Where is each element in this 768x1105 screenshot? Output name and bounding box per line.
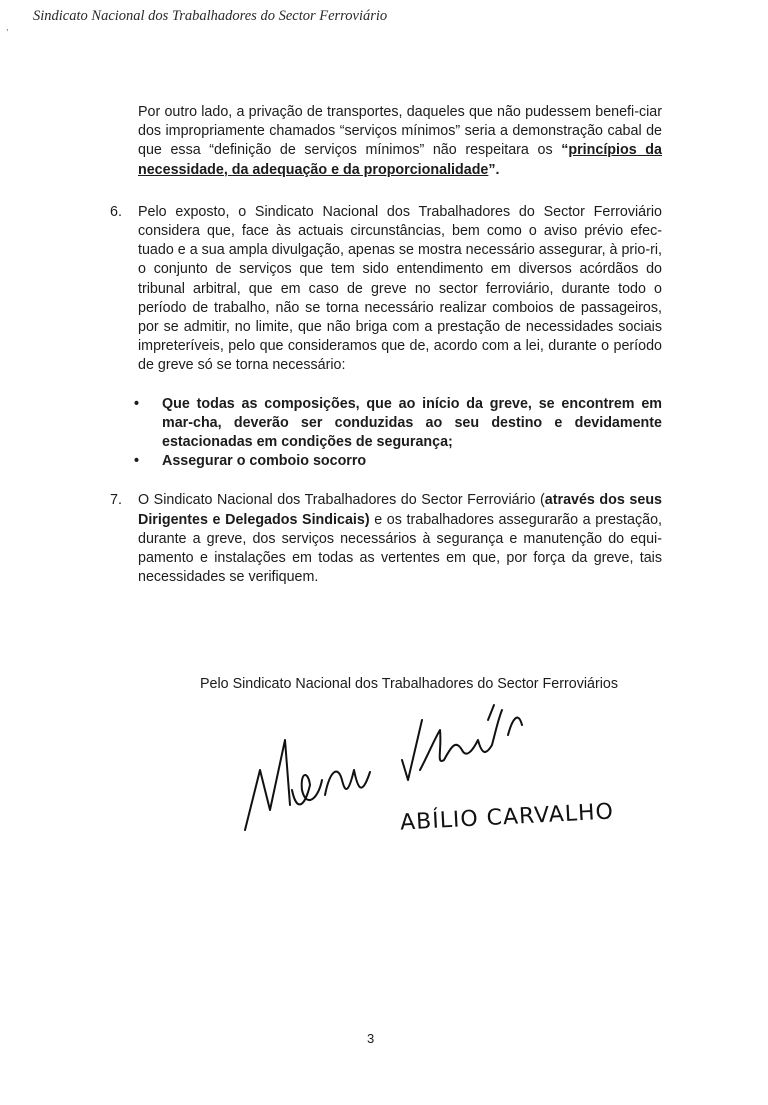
- item-7-text-b: e os trabalhadores assegurarão a prestação, durante a greve, dos serviços necessários à segurança e manutenção do equi-pamento e instalações em todas as vertentes em que, por força da greve, tais necessidades se verifiquem.: [138, 511, 662, 586]
- signature-stroke: [508, 718, 522, 735]
- item-number: 6.: [110, 203, 122, 220]
- bullet-text: Que todas as composições, que ao início da greve, se encontrem em mar-cha, deverão ser conduzidas ao seu destino e devidamente estacionadas em condições de segurança;: [162, 395, 662, 451]
- continued-paragraph: [138, 103, 662, 180]
- signature-stroke: [245, 740, 290, 830]
- signature-line: Pelo Sindicato Nacional dos Trabalhadores do Sector Ferroviários: [200, 676, 619, 692]
- item-7-text-a: O Sindicato Nacional dos Trabalhadores do Sector Ferroviário (: [138, 492, 545, 509]
- continued-paragraph-text: Por outro lado, a privação de transportes, daqueles que não pudessem benefi-ciar dos impropriamente chamados “serviços mínimos” seria a demonstração cabal de que essa “definição de serviços mínimos” não respeitara os: [138, 104, 662, 159]
- page-header: Sindicato Nacional dos Trabalhadores do Sector Ferroviário: [33, 8, 388, 24]
- signature-stroke: [488, 705, 494, 720]
- signature-stroke: [420, 710, 502, 770]
- signature-stroke: [402, 720, 422, 780]
- signature-stroke: [292, 775, 322, 804]
- bullet-item: [134, 395, 662, 453]
- bullet-text: Assegurar o comboio socorro: [162, 453, 367, 470]
- item-6-text: Pelo exposto, o Sindicato Nacional dos Trabalhadores do Sector Ferroviário considera que, face às actuais circunstâncias, bem como o aviso prévio efec-tuado e a sua ampla divulgação, apenas se mostra necessário assegurar, à prio-ri, o conjunto de serviços que tem sido entendimento em diversos acórdãos do tribunal arbitral, que em caso de greve no sector ferroviário, durante todo o período de trabalho, não se torna necessário realizar comboios de passageiros, por se admitir, no limite, que não briga com a prestação de necessidades sociais impreteríveis, pelo que consideramos que de, acordo com a lei, durante o período de greve só se torna necessário:: [138, 203, 662, 374]
- handwritten-name: ABÍLIO CARVALHO: [399, 799, 615, 836]
- signature-stroke: [325, 770, 370, 795]
- page-number: 3: [367, 1031, 375, 1046]
- numbered-item-6: [110, 203, 662, 376]
- signature-area: [230, 700, 650, 850]
- bullet-list: [110, 395, 662, 472]
- quote-open: “: [561, 142, 569, 159]
- item-number: 7.: [110, 492, 122, 509]
- corner-mark: ,: [6, 22, 9, 32]
- bullet-icon: •: [134, 395, 140, 412]
- document-body: [110, 103, 662, 587]
- numbered-item-7: [110, 491, 662, 587]
- item-7-text: [138, 491, 662, 587]
- bullet-item: [134, 452, 662, 471]
- principles-emphasis: princípios da necessidade, da adequação e da proporcionalidade: [138, 142, 662, 178]
- bullet-icon: •: [134, 453, 140, 470]
- item-7-bold: através dos seus Dirigentes e Delegados Sindicais): [138, 492, 662, 528]
- quote-close: ”.: [488, 161, 500, 178]
